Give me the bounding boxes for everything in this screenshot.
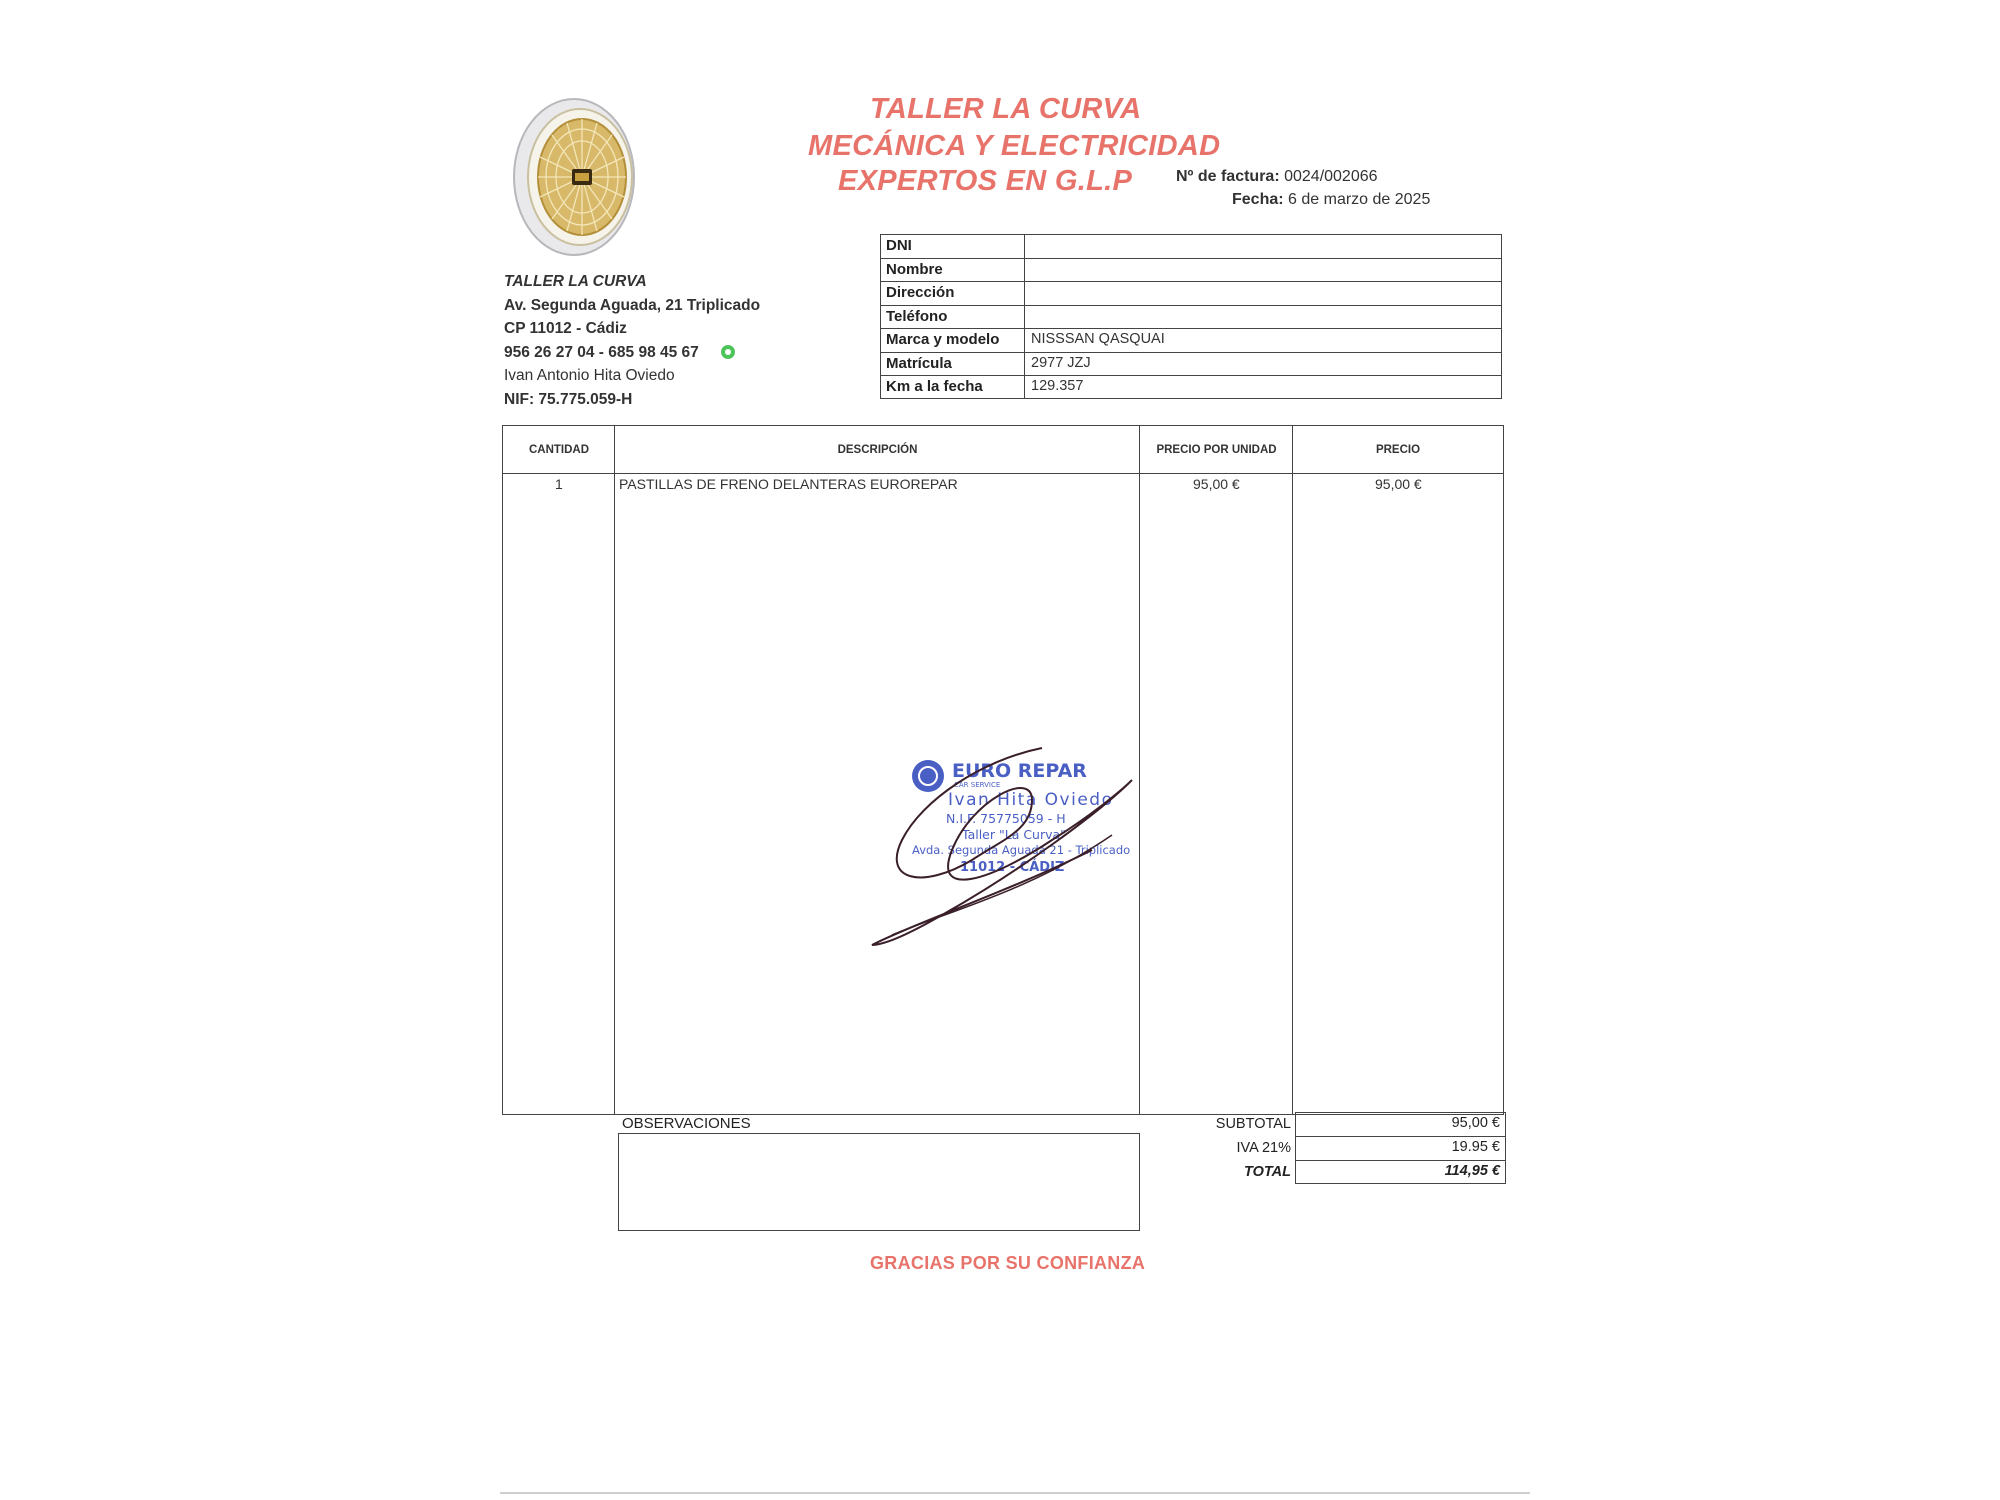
client-value [1025,259,1502,282]
header-unit-price: PRECIO POR UNIDAD [1140,426,1293,474]
shop-specialty: EXPERTOS EN G.L.P [838,165,1133,197]
client-row-km [880,375,1502,399]
company-info [504,270,760,411]
thanks-message: GRACIAS POR SU CONFIANZA [870,1253,1146,1273]
client-row-marca [880,328,1502,352]
client-value: 129.357 [1025,376,1502,398]
client-row-nombre [880,258,1502,282]
column-quantity [503,426,615,1114]
company-phones-line [504,341,760,365]
subtotal-value: 95,00 € [1295,1112,1506,1136]
scan-edge-line [500,1492,1530,1494]
client-row-dni [880,234,1502,258]
client-value [1025,235,1502,258]
observations-box [618,1133,1140,1231]
company-nif: NIF: 75.775.059-H [504,390,633,408]
iva-row [1200,1136,1506,1160]
stamp-owner: Ivan Hita Oviedo [948,790,1114,810]
header-price: PRECIO [1293,426,1503,474]
iva-label: IVA 21% [1236,1140,1291,1156]
client-label: Dirección [880,282,1025,305]
client-label: Km a la fecha [880,376,1025,398]
invoice-date-label: Fecha: [1232,191,1284,208]
column-unit-price [1140,426,1293,1114]
stamp-address: Avda. Segunda Aguada 21 - Triplicado [912,843,1131,857]
client-label: Marca y modelo [880,329,1025,352]
item-description: PASTILLAS DE FRENO DELANTERAS EUROREPAR [619,476,958,492]
stamp-sub: CAR SERVICE [954,781,1001,789]
item-price: 95,00 € [1375,476,1422,492]
client-value: NISSSAN QASQUAI [1025,329,1502,352]
invoice-date-line [1232,191,1430,209]
stamp-shop: Taller "La Curva" [962,827,1066,842]
invoice-number-label: Nº de factura: [1176,168,1280,185]
client-value [1025,282,1502,305]
total-row [1200,1160,1506,1184]
stamp-nif: N.I.F. 75775059 - H [946,811,1066,826]
invoice-number-line [1176,168,1378,186]
totals-block [1200,1112,1506,1184]
item-quantity: 1 [555,476,563,492]
client-label: Teléfono [880,306,1025,329]
item-unit-price: 95,00 € [1193,476,1240,492]
signature [862,740,1142,950]
total-label: TOTAL [1244,1164,1291,1180]
client-value [1025,306,1502,329]
company-name: TALLER LA CURVA [504,273,647,290]
invoice-number: 0024/002066 [1284,168,1378,185]
subtotal-label: SUBTOTAL [1215,1116,1291,1132]
client-row-matricula [880,352,1502,376]
company-owner: Ivan Antonio Hita Oviedo [504,367,675,384]
shop-subtitle: MECÁNICA Y ELECTRICIDAD [808,130,1221,162]
header-quantity: CANTIDAD [503,426,615,474]
client-label: Nombre [880,259,1025,282]
wheel-logo [512,95,648,257]
iva-value: 19.95 € [1295,1136,1506,1160]
subtotal-row [1200,1112,1506,1136]
client-label: DNI [880,235,1025,258]
company-address: Av. Segunda Aguada, 21 Triplicado [504,296,761,314]
client-row-telefono [880,305,1502,329]
client-value: 2977 JZJ [1025,353,1502,376]
company-postal: CP 11012 - Cádiz [504,320,627,337]
total-value: 114,95 € [1295,1160,1506,1184]
observations-label: OBSERVACIONES [622,1115,751,1132]
company-phones: 956 26 27 04 - 685 98 45 67 [504,343,699,361]
stamp-brand: EURO REPAR [952,760,1087,782]
header-description: DESCRIPCIÓN [615,426,1140,474]
invoice-date: 6 de marzo de 2025 [1288,191,1431,208]
client-row-direccion [880,281,1502,305]
client-details [880,234,1502,399]
client-label: Matrícula [880,353,1025,376]
whatsapp-icon [721,345,735,359]
stamp-city: 11012 - CÁDIZ [960,860,1065,875]
shop-title: TALLER LA CURVA [870,93,1142,125]
